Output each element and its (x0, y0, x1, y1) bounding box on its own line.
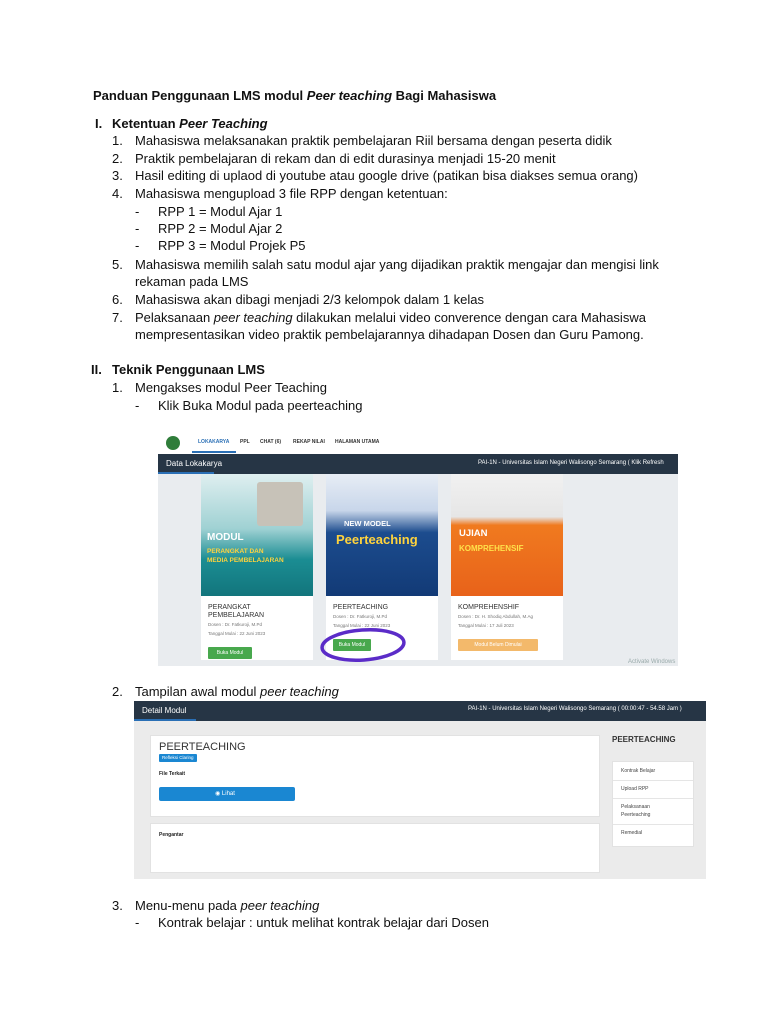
list-number: 3. (112, 898, 123, 913)
sidebar-menu (612, 761, 694, 847)
logo-icon (166, 436, 180, 450)
header-info: PAI-1N - Universitas Islam Negeri Walisongo Semarang ( Klik Refresh (478, 460, 664, 466)
file-terkait-label: File Terkait (159, 771, 186, 777)
module-title: PEERTEACHING (159, 741, 246, 753)
eye-icon: ◉ (215, 791, 221, 797)
list-item: Mahasiswa memilih salah satu modul ajar yang dijadikan praktik mengajar dan mengisi link (135, 257, 659, 272)
watermark: Activate Windows (628, 659, 676, 665)
dash-bullet: - (135, 204, 140, 219)
cover-text: MEDIA PEMBELAJARAN (207, 557, 284, 564)
top-navbar (158, 432, 678, 455)
card-dosen: Dosen : Dr. Fatkuroji, M.Pd (208, 622, 263, 627)
sub-item: RPP 3 = Modul Projek P5 (158, 238, 306, 253)
sidebar-item-pelaksanaan-cont[interactable]: Peerteaching (621, 812, 651, 818)
title-underline (134, 719, 196, 721)
list-number: 7. (112, 310, 123, 325)
list-number: 6. (112, 292, 123, 307)
list-item: Mahasiswa mengupload 3 file RPP dengan ketentuan: (135, 186, 448, 201)
nav-halaman-utama[interactable]: HALAMAN UTAMA (335, 439, 380, 445)
list-item: Mahasiswa akan dibagi menjadi 2/3 kelompok dalam 1 kelas (135, 292, 485, 307)
lihat-button[interactable] (159, 787, 295, 801)
detail-modul-screenshot (134, 701, 706, 879)
card-dosen: Dosen : Dr. H. Shodiq Abdullah, M.Ag (458, 614, 534, 619)
book-stack-image (257, 482, 303, 526)
list-item: Hasil editing di uplaod di youtube atau google drive (patikan bisa diakses semua orang) (135, 168, 638, 183)
module-card (201, 474, 313, 660)
buka-modul-button[interactable]: Buka Modul (208, 647, 252, 659)
sub-item: RPP 2 = Modul Ajar 2 (158, 221, 283, 236)
active-tab-indicator (192, 451, 236, 453)
section-2-number: II. (91, 362, 102, 377)
highlight-circle (316, 624, 410, 666)
card-date: Tanggal Mulai : 22 Juni 2023 (208, 631, 266, 636)
page-title: Data Lokakarya (166, 459, 223, 468)
list-number: 5. (112, 257, 123, 272)
cover-text: UJIAN (459, 528, 488, 539)
list-item: Pelaksanaan peer teaching dilakukan melalui video converence dengan cara Mahasiswa (135, 310, 646, 325)
divider (613, 780, 693, 781)
card-title: PERANGKAT (208, 604, 251, 611)
list-item: Mengakses modul Peer Teaching (135, 380, 327, 395)
lokakarya-screenshot (158, 432, 678, 666)
module-cover-image (451, 474, 563, 596)
list-number: 2. (112, 684, 123, 699)
nav-chat[interactable]: CHAT (6) (260, 439, 282, 445)
page-title: Detail Modul (142, 706, 187, 715)
sidebar-item-kontrak-belajar[interactable]: Kontrak Belajar (621, 768, 656, 774)
pengantar-panel (150, 823, 600, 873)
modul-belum-dimulai-button[interactable]: Modul Belum Dimulai (458, 639, 538, 651)
dash-bullet: - (135, 221, 140, 236)
cover-text: NEW MODEL (344, 519, 391, 528)
card-title: KOMPREHENSHIF (458, 604, 520, 611)
module-cover-image (201, 474, 313, 596)
cover-text: KOMPREHENSIF (459, 544, 524, 553)
header-info: PAI-1N - Universitas Islam Negeri Walisongo Semarang ( 00:00:47 - 54.58 Jam ) (468, 706, 682, 712)
card-dosen: Dosen : Dr. Fatkuroji, M.Pd (333, 614, 388, 619)
card-title: PEMBELAJARAN (208, 612, 265, 619)
card-date: Tanggal Mulai : 22 Juni 2023 (333, 623, 391, 628)
card-date: Tanggal Mulai : 17 Juli 2023 (458, 623, 514, 628)
page-header (134, 701, 706, 721)
sub-item: Klik Buka Modul pada peerteaching (158, 398, 363, 413)
buka-modul-button[interactable]: Buka Modul (333, 639, 371, 651)
section-1-number: I. (95, 116, 103, 131)
cover-text: Peerteaching (336, 532, 418, 547)
sub-item: RPP 1 = Modul Ajar 1 (158, 204, 283, 219)
sidebar-item-remedial[interactable]: Remedial (621, 830, 643, 836)
section-1-heading: Ketentuan Peer Teaching (112, 116, 268, 131)
list-item: Praktik pembelajaran di rekam dan di edit durasinya menjadi 15-20 menit (135, 151, 556, 166)
pengantar-label: Pengantar (159, 832, 184, 838)
section-2-heading: Teknik Penggunaan LMS (112, 362, 265, 377)
divider (613, 798, 693, 799)
lihat-label: Lihat (221, 791, 235, 797)
list-number: 1. (112, 380, 123, 395)
sub-item: Kontrak belajar : untuk melihat kontrak belajar dari Dosen (158, 915, 489, 930)
module-card (451, 474, 563, 660)
list-number: 1. (112, 133, 123, 148)
list-number: 2. (112, 151, 123, 166)
list-number: 3. (112, 168, 123, 183)
list-item: Tampilan awal modul peer teaching (135, 684, 339, 699)
list-item: Mahasiswa melaksanakan praktik pembelajaran Riil bersama dengan peserta didik (135, 133, 612, 148)
page-header (158, 454, 678, 474)
list-number: 4. (112, 186, 123, 201)
status-badge: Refleksi Claring (159, 754, 197, 762)
card-title: PEERTEACHING (333, 604, 389, 611)
dash-bullet: - (135, 915, 140, 930)
cover-text: MODUL (207, 532, 244, 543)
divider (613, 824, 693, 825)
nav-ppl[interactable]: PPL (240, 439, 250, 445)
sidebar-item-upload-rpp[interactable]: Upload RPP (621, 786, 649, 792)
sidebar-title: PEERTEACHING (612, 735, 676, 744)
list-item-continued: rekaman pada LMS (135, 274, 249, 289)
nav-lokakarya[interactable]: LOKAKARYA (198, 439, 230, 445)
dash-bullet: - (135, 238, 140, 253)
dash-bullet: - (135, 398, 140, 413)
lihat-button-content (215, 790, 235, 798)
list-item: Menu-menu pada peer teaching (135, 898, 320, 913)
document-title: Panduan Penggunaan LMS modul Peer teaching Bagi Mahasiswa (93, 88, 497, 103)
module-panel (150, 735, 600, 817)
module-cover-image (326, 474, 438, 596)
nav-rekap-nilai[interactable]: REKAP NILAI (293, 439, 325, 445)
cover-text: PERANGKAT DAN (207, 548, 264, 555)
sidebar-item-pelaksanaan[interactable]: Pelaksanaan (621, 804, 650, 810)
list-item-continued: mempresentasikan video praktik pembelajarannya dihadapan Dosen dan Guru Pamong. (135, 327, 644, 342)
